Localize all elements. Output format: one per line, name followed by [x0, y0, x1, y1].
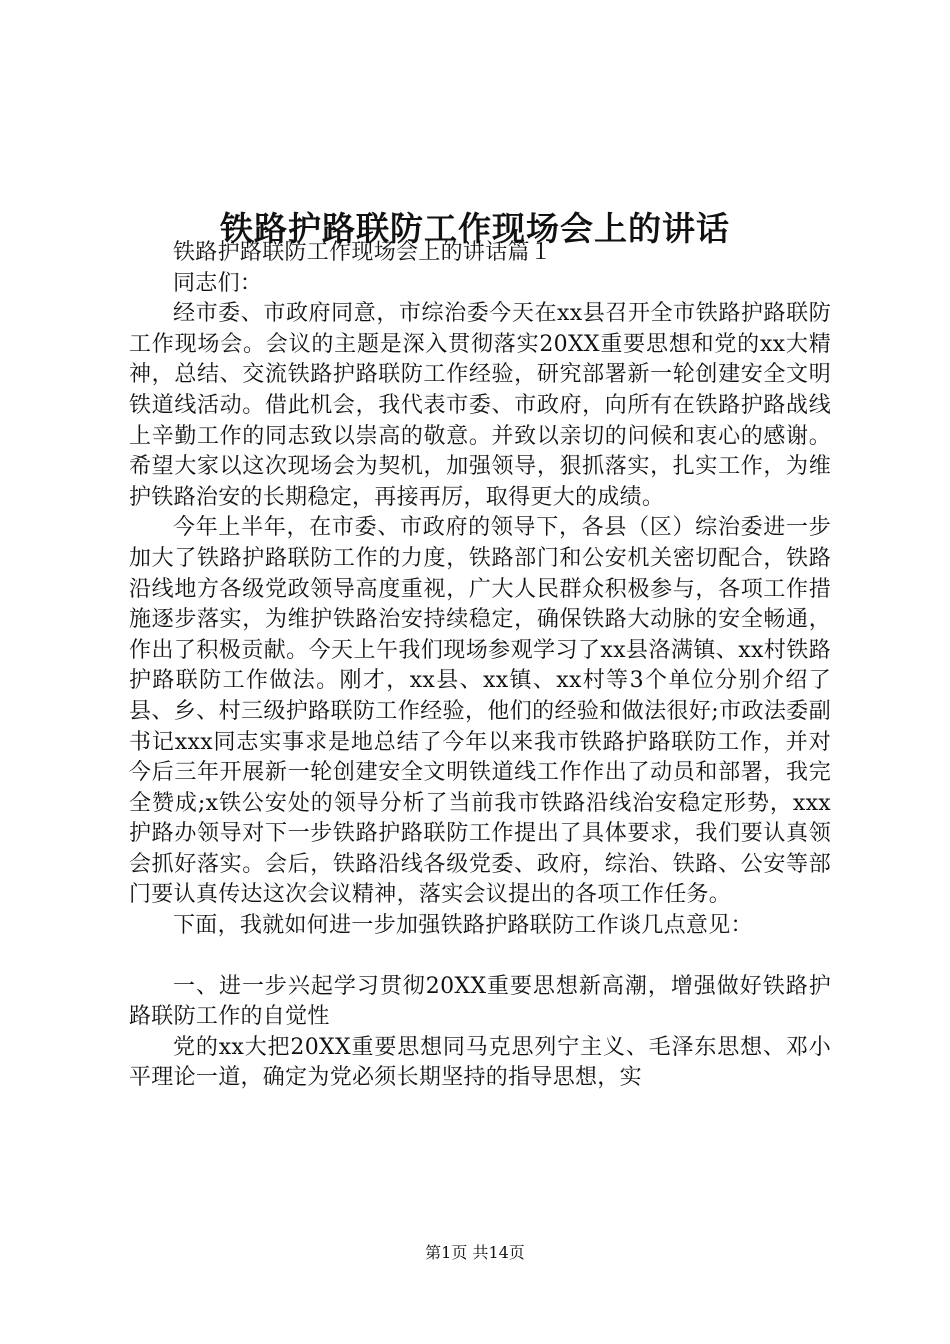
body-paragraph: 今年上半年，在市委、市政府的领导下，各县（区）综治委进一步加大了铁路护路联防工作的力度，铁路部门和公安机关密切配合，铁路沿线地方各级党政领导高度重视，广大人民群众积极参与，各项工作措施逐步落实，为维护铁路治安持续稳定，确保铁路大动脉的安全畅通，作出了积极贡献。今天上午我们现场参观学习了xx县洛满镇、xx村铁路护路联防工作做法。刚才，xx县、xx镇、xx村等3个单位分别介绍了县、乡、村三级护路联防工作经验，他们的经验和做法很好;市政法委副书记xxx同志实事求是地总结了今年以来我市铁路护路联防工作，并对今后三年开展新一轮创建安全文明铁道线工作作出了动员和部署，我完全赞成;x铁公安处的领导分析了当前我市铁路沿线治安稳定形势，xxx护路办领导对下一步铁路护路联防工作提出了具体要求，我们要认真领会抓好落实。会后，铁路沿线各级党委、政府，综治、铁路、公安等部门要认真传达这次会议精神，落实会议提出的各项工作任务。	[129, 515, 831, 908]
page-footer: 第1页 共14页	[425, 1243, 525, 1262]
document-body	[129, 238, 831, 1094]
section-heading: 铁路护路联防工作现场会上的讲话篇１	[173, 240, 553, 265]
salutation: 同志们：	[173, 270, 263, 296]
document-title: 铁路护路联防工作现场会上的讲话	[220, 209, 730, 249]
body-paragraph: 下面，我就如何进一步加强铁路护路联防工作谈几点意见：	[173, 913, 753, 939]
body-paragraph: 经市委、市政府同意，市综治委今天在xx县召开全市铁路护路联防工作现场会。会议的主题是深入贯彻落实20XX重要思想和党的xx大精神，总结、交流铁路护路联防工作经验，研究部署新一轮创建安全文明铁道线活动。借此机会，我代表市委、市政府，向所有在铁路护路战线上辛勤工作的同志致以崇高的敬意。并致以亲切的问候和衷心的感谢。希望大家以这次现场会为契机，加强领导，狠抓落实，扎实工作，为维护铁路治安的长期稳定，再接再厉，取得更大的成绩。	[129, 301, 831, 510]
body-paragraph: 党的xx大把20XX重要思想同马克思列宁主义、毛泽东思想、邓小平理论一道，确定为党必须长期坚持的指导思想，实	[129, 1034, 831, 1091]
subsection-heading: 一、进一步兴起学习贯彻20XX重要思想新高潮，增强做好铁路护路联防工作的自觉性	[129, 973, 831, 1030]
